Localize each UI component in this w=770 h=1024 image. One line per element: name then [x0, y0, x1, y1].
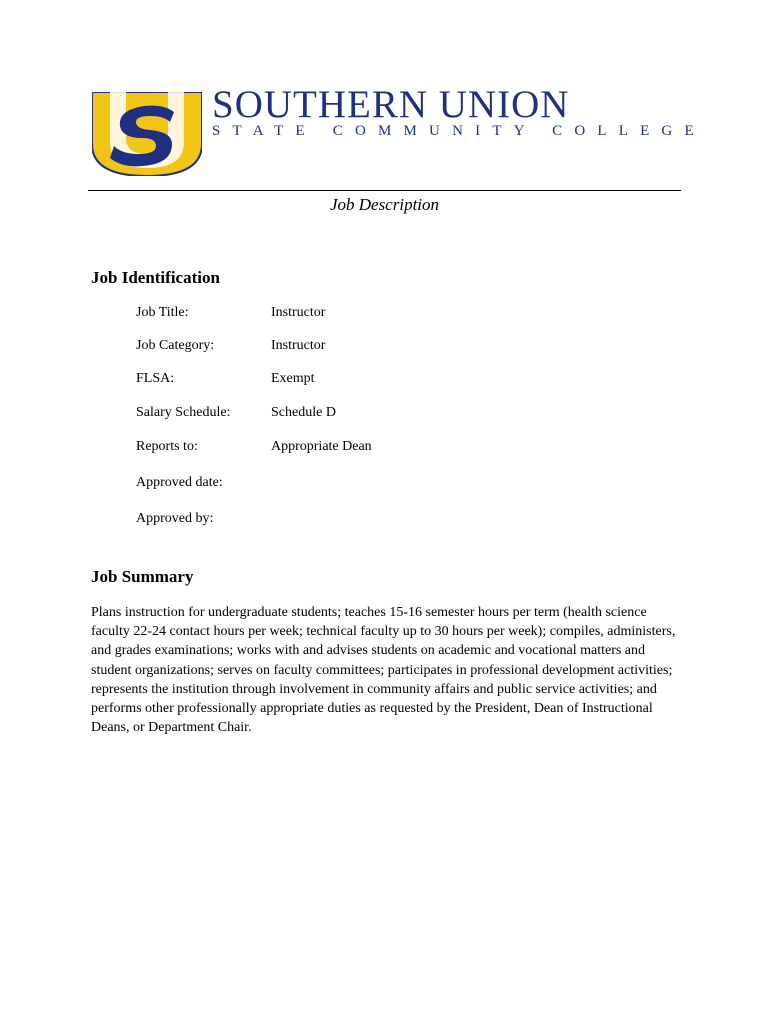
job-title-label: Job Title: [136, 305, 189, 320]
college-name: SOUTHERN UNION [212, 83, 570, 126]
reports-to-label: Reports to: [136, 439, 198, 454]
job-category-label: Job Category: [136, 338, 215, 353]
flsa-label: FLSA: [136, 371, 175, 386]
salary-schedule-label: Salary Schedule: [136, 405, 231, 420]
flsa-value: Exempt [271, 371, 315, 386]
section-heading-job-summary: Job Summary [91, 567, 194, 586]
header-divider [88, 190, 681, 191]
approved-by-label: Approved by: [136, 511, 214, 526]
job-summary-text: Plans instruction for undergraduate students; teaches 15-16 semester hours per term (health science faculty 22-24 contact hours per week; technical faculty up to 30 hours per week); compiles, administers, and grades examinations; works with and advises students on academic and vocational matters and student organizations; serves on faculty committees; participates in professional development activities; represents the institution through involvement in community affairs and public service activities; and performs other professionally appropriate duties as requested by the President, Dean of Instructional Deans, or Department Chair. [91, 605, 676, 736]
salary-schedule-value: Schedule D [271, 405, 336, 420]
college-subtitle: STATE COMMUNITY COLLEGE [212, 123, 706, 139]
job-title-value: Instructor [271, 305, 326, 320]
section-heading-job-identification: Job Identification [91, 268, 220, 287]
approved-date-label: Approved date: [136, 475, 223, 490]
reports-to-value: Appropriate Dean [271, 439, 372, 454]
document-title: Job Description [329, 195, 440, 214]
job-category-value: Instructor [271, 338, 326, 353]
college-logo-shield [92, 92, 202, 176]
